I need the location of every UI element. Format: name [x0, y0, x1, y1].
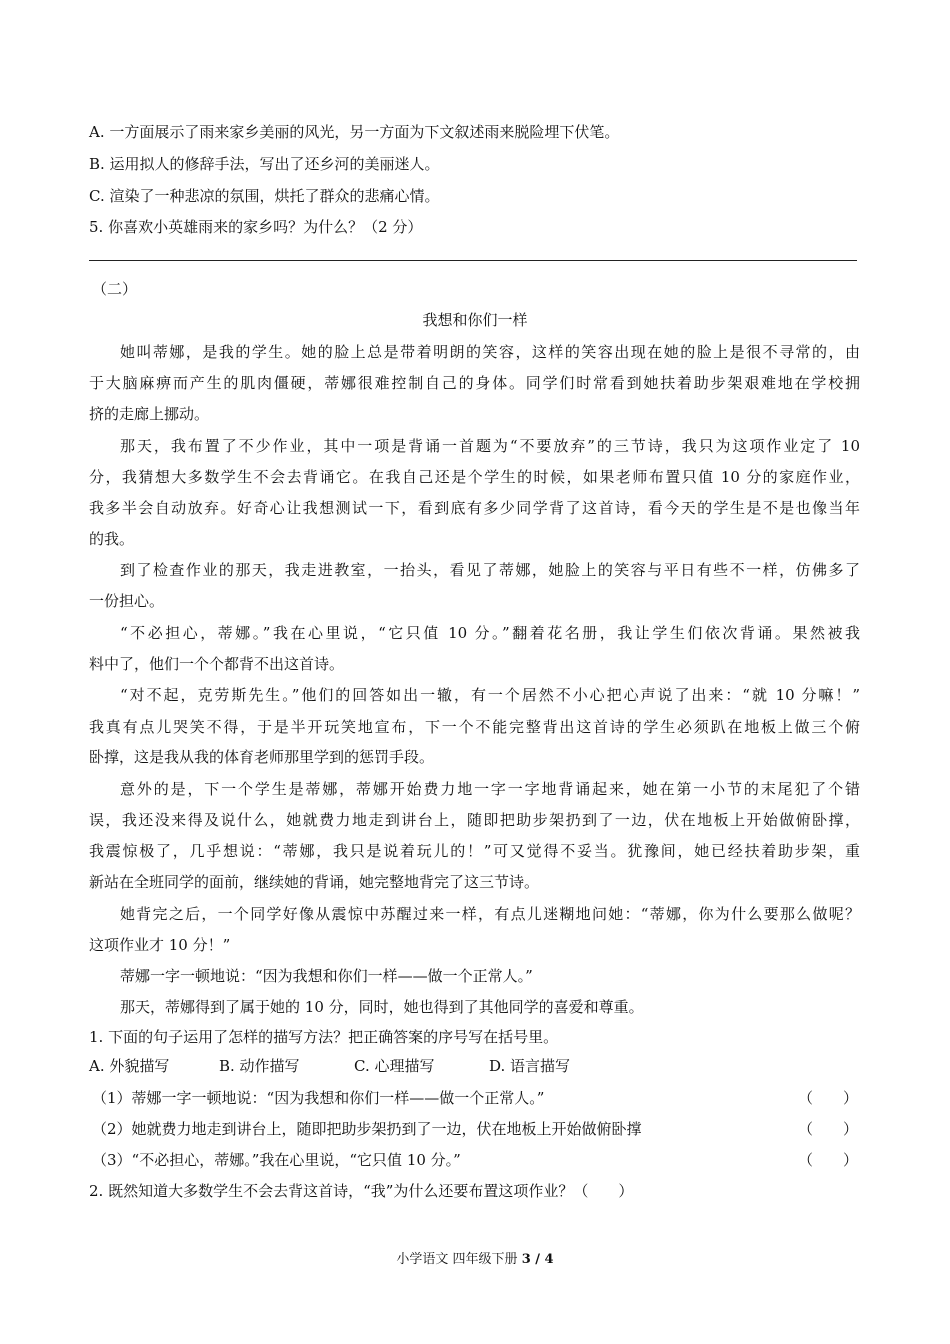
q1-option-d: D. 语言描写 [489, 1057, 571, 1075]
passage-line: 那天，蒂娜得到了属于她的 10 分，同时，她也得到了其他同学的喜爱和尊重。 [120, 998, 644, 1016]
passage-line: 挤的走廊上挪动。 [89, 405, 210, 423]
option-a: A. 一方面展示了雨来家乡美丽的风光，另一方面为下文叙述雨来脱险埋下伏笔。 [89, 123, 620, 141]
passage-title: 我想和你们一样 [422, 311, 528, 329]
answer-blank[interactable]: （ ） [798, 1151, 859, 1169]
passage-line: 蒂娜一字一顿地说：“因为我想和你们一样——做一个正常人。” [120, 967, 533, 985]
passage-line: 我多半会自动放弃。好奇心让我想测试一下，看到底有多少同学背了这首诗，看今天的学生是不是也像当年 [89, 499, 860, 517]
passage-line: 到了检查作业的那天，我走进教室，一抬头，看见了蒂娜，她脸上的笑容与平日有些不一样，仿佛多了 [120, 561, 860, 579]
passage-line: 一份担心。 [89, 592, 165, 610]
passage-line: “不必担心，蒂娜。”我在心里说，“它只值 10 分。”翻着花名册，我让学生们依次背诵。果然被我 [120, 624, 860, 642]
answer-blank[interactable]: （ ） [798, 1089, 859, 1107]
passage-line: 她背完之后，一个同学好像从震惊中苏醒过来一样，有点儿迷糊地问她：“蒂娜，你为什么要那么做呢？ [120, 905, 860, 923]
passage-line: 于大脑麻痹而产生的肌肉僵硬，蒂娜很难控制自己的身体。同学们时常看到她扶着助步架艰难地在学校拥 [89, 374, 860, 392]
option-c: C. 渲染了一种悲凉的氛围，烘托了群众的悲痛心情。 [89, 187, 440, 205]
passage-line: 意外的是，下一个学生是蒂娜，蒂娜开始费力地一字一字地背诵起来，她在第一小节的末尾犯了个错 [120, 780, 860, 798]
q1-option-c: C. 心理描写 [354, 1057, 435, 1075]
question-1-prompt: 1. 下面的句子运用了怎样的描写方法？把正确答案的序号写在括号里。 [89, 1028, 559, 1046]
passage-line: 那天，我布置了不少作业，其中一项是背诵一首题为“不要放弃”的三节诗，我只为这项作业定了 10 [120, 437, 860, 455]
answer-blank[interactable]: （ ） [798, 1120, 859, 1138]
footer-text: 小学语文 四年级下册 [396, 1252, 522, 1267]
passage-line: 这项作业才 10 分！” [89, 936, 231, 954]
question-2: 2. 既然知道大多数学生不会去背这首诗，“我”为什么还要布置这项作业？（ ） [89, 1182, 634, 1200]
option-b: B. 运用拟人的修辞手法，写出了还乡河的美丽迷人。 [89, 155, 440, 173]
passage-line: 新站在全班同学的面前，继续她的背诵，她完整地背完了这三节诗。 [89, 873, 540, 891]
q1-item-3: （3）“不必担心，蒂娜。”我在心里说，“它只值 10 分。” [92, 1151, 461, 1169]
passage-line: 误，我还没来得及说什么，她就费力地走到讲台上，随即把助步架扔到了一边，伏在地板上开始做俯卧撑， [89, 811, 860, 829]
passage-line: 卧撑，这是我从我的体育老师那里学到的惩罚手段。 [89, 748, 435, 766]
page-number: 3 / 4 [521, 1252, 554, 1267]
question-5: 5. 你喜欢小英雄雨来的家乡吗？为什么？（2 分） [89, 218, 423, 236]
q1-item-2: （2）她就费力地走到讲台上，随即把助步架扔到了一边，伏在地板上开始做俯卧撑 [92, 1120, 642, 1138]
passage-line: 我震惊极了，几乎想说：“蒂娜，我只是说着玩儿的！”可又觉得不妥当。犹豫间，她已经扶着助步架，重 [89, 842, 860, 860]
passage-line: 分，我猜想大多数学生不会去背诵它。在我自己还是个学生的时候，如果老师布置只值 10 分的家庭作业， [89, 468, 860, 486]
passage-line: 我真有点儿哭笑不得，于是半开玩笑地宣布，下一个不能完整背出这首诗的学生必须趴在地板上做三个俯 [89, 718, 860, 736]
page-footer [0, 1248, 950, 1267]
section-label: （二） [92, 280, 138, 298]
passage-line: 料中了，他们一个个都背不出这首诗。 [89, 655, 345, 673]
passage-line: “对不起，克劳斯先生。”他们的回答如出一辙，有一个居然不小心把心声说了出来：“就 10 分嘛！” [120, 686, 860, 704]
q1-option-a: A. 外貌描写 [89, 1057, 170, 1075]
passage-line: 她叫蒂娜，是我的学生。她的脸上总是带着明朗的笑容，这样的笑容出现在她的脸上是很不寻常的，由 [120, 343, 860, 361]
passage-line: 的我。 [89, 530, 135, 548]
q1-option-b: B. 动作描写 [219, 1057, 300, 1075]
q1-item-1: （1）蒂娜一字一顿地说：“因为我想和你们一样——做一个正常人。” [92, 1089, 545, 1107]
answer-line [89, 260, 857, 261]
